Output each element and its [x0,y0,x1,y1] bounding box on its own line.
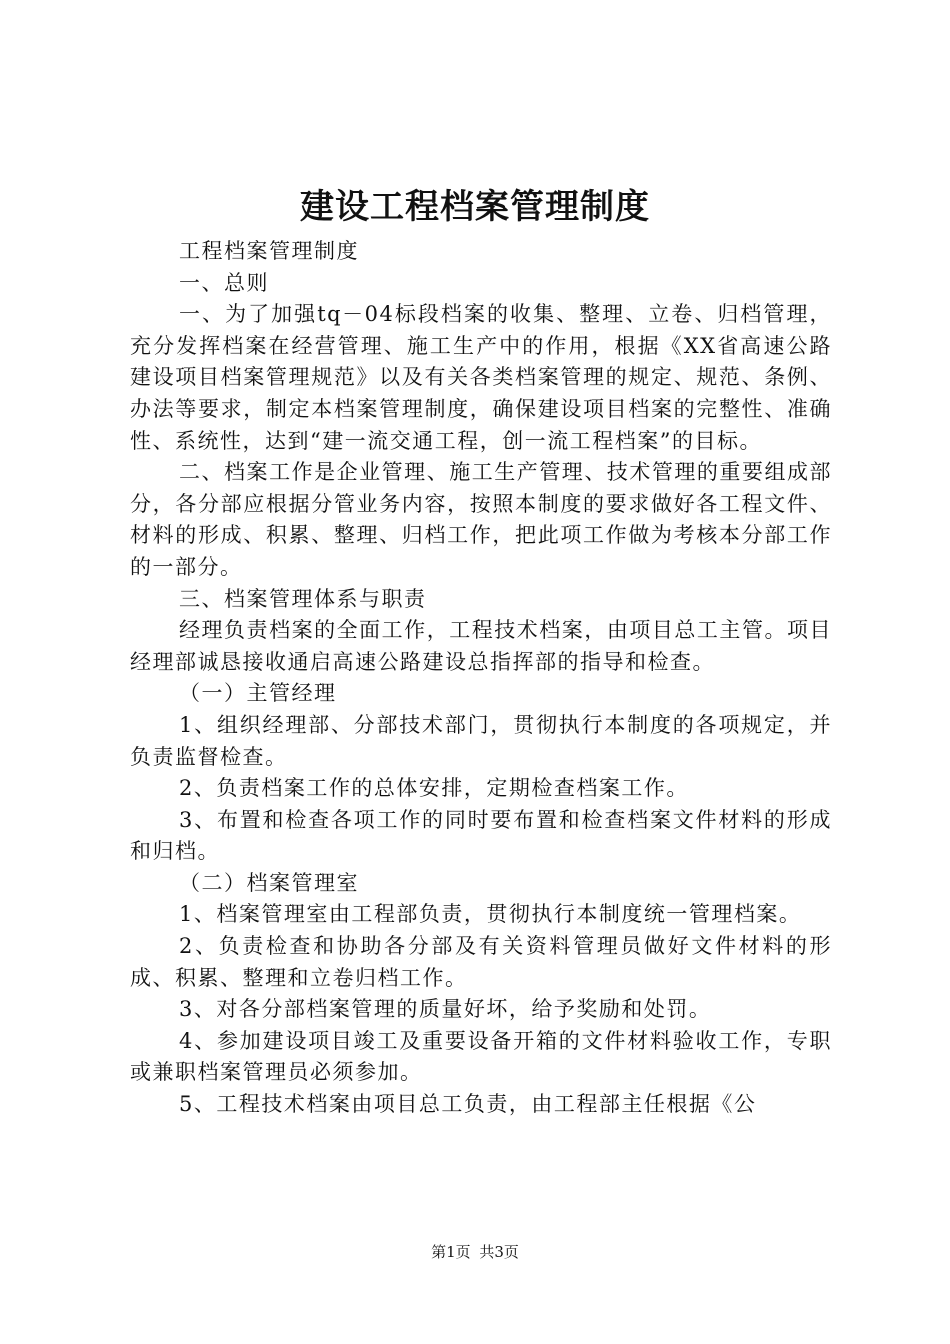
paragraph-manager-2: 2、负责档案工作的总体安排，定期检查档案工作。 [179,776,689,801]
paragraph-archive-5: 5、工程技术档案由项目总工负责，由工程部主任根据《公 [179,1092,757,1117]
paragraph-archive-3: 3、对各分部档案管理的质量好坏，给予奖励和处罚。 [179,997,712,1022]
paragraph-section-system: 三、档案管理体系与职责 [179,586,427,611]
paragraph-subtitle: 工程档案管理制度 [179,239,359,263]
page-footer [0,1242,950,1262]
paragraph-sub-manager: （一）主管经理 [179,681,337,706]
page-total: 共3页 [479,1243,519,1261]
paragraph-manager-1: 1、组织经理部、分部技术部门，贯彻执行本制度的各项规定，并负责监督检查。 [130,712,832,769]
paragraph-archive-4: 4、参加建设项目竣工及重要设备开箱的文件材料验收工作，专职或兼职档案管理员必须参加。 [130,1028,832,1085]
paragraph-3: 经理负责档案的全面工作，工程技术档案，由项目总工主管。项目经理部诚恳接收通启高速公路建设总指挥部的指导和检查。 [130,618,832,674]
paragraph-2: 二、档案工作是企业管理、施工生产管理、技术管理的重要组成部分，各分部应根据分管业务内容，按照本制度的要求做好各工程文件、材料的形成、积累、整理、归档工作，把此项工作做为考核本分部工作的一部分。 [130,460,832,579]
paragraph-manager-3: 3、布置和检查各项工作的同时要布置和检查档案文件材料的形成和归档。 [130,807,832,864]
paragraph-section-general: 一、总则 [179,270,269,295]
paragraph-sub-archive-room: （二）档案管理室 [179,870,359,895]
page-number: 第1页 [431,1243,471,1261]
document-body [130,236,832,1121]
document-title: 建设工程档案管理制度 [300,187,650,227]
paragraph-archive-1: 1、档案管理室由工程部负责，贯彻执行本制度统一管理档案。 [179,902,802,927]
paragraph-archive-2: 2、负责检查和协助各分部及有关资料管理员做好文件材料的形成、积累、整理和立卷归档工作。 [130,934,832,990]
paragraph-1: 一、为了加强tq－04标段档案的收集、整理、立卷、归档管理，充分发挥档案在经营管理、施工生产中的作用，根据《XX省高速公路建设项目档案管理规范》以及有关各类档案管理的规定、规范、条例、办法等要求，制定本档案管理制度，确保建设项目档案的完整性、准确性、系统性，达到“建一流交通工程，创一流工程档案”的目标。 [130,302,832,453]
